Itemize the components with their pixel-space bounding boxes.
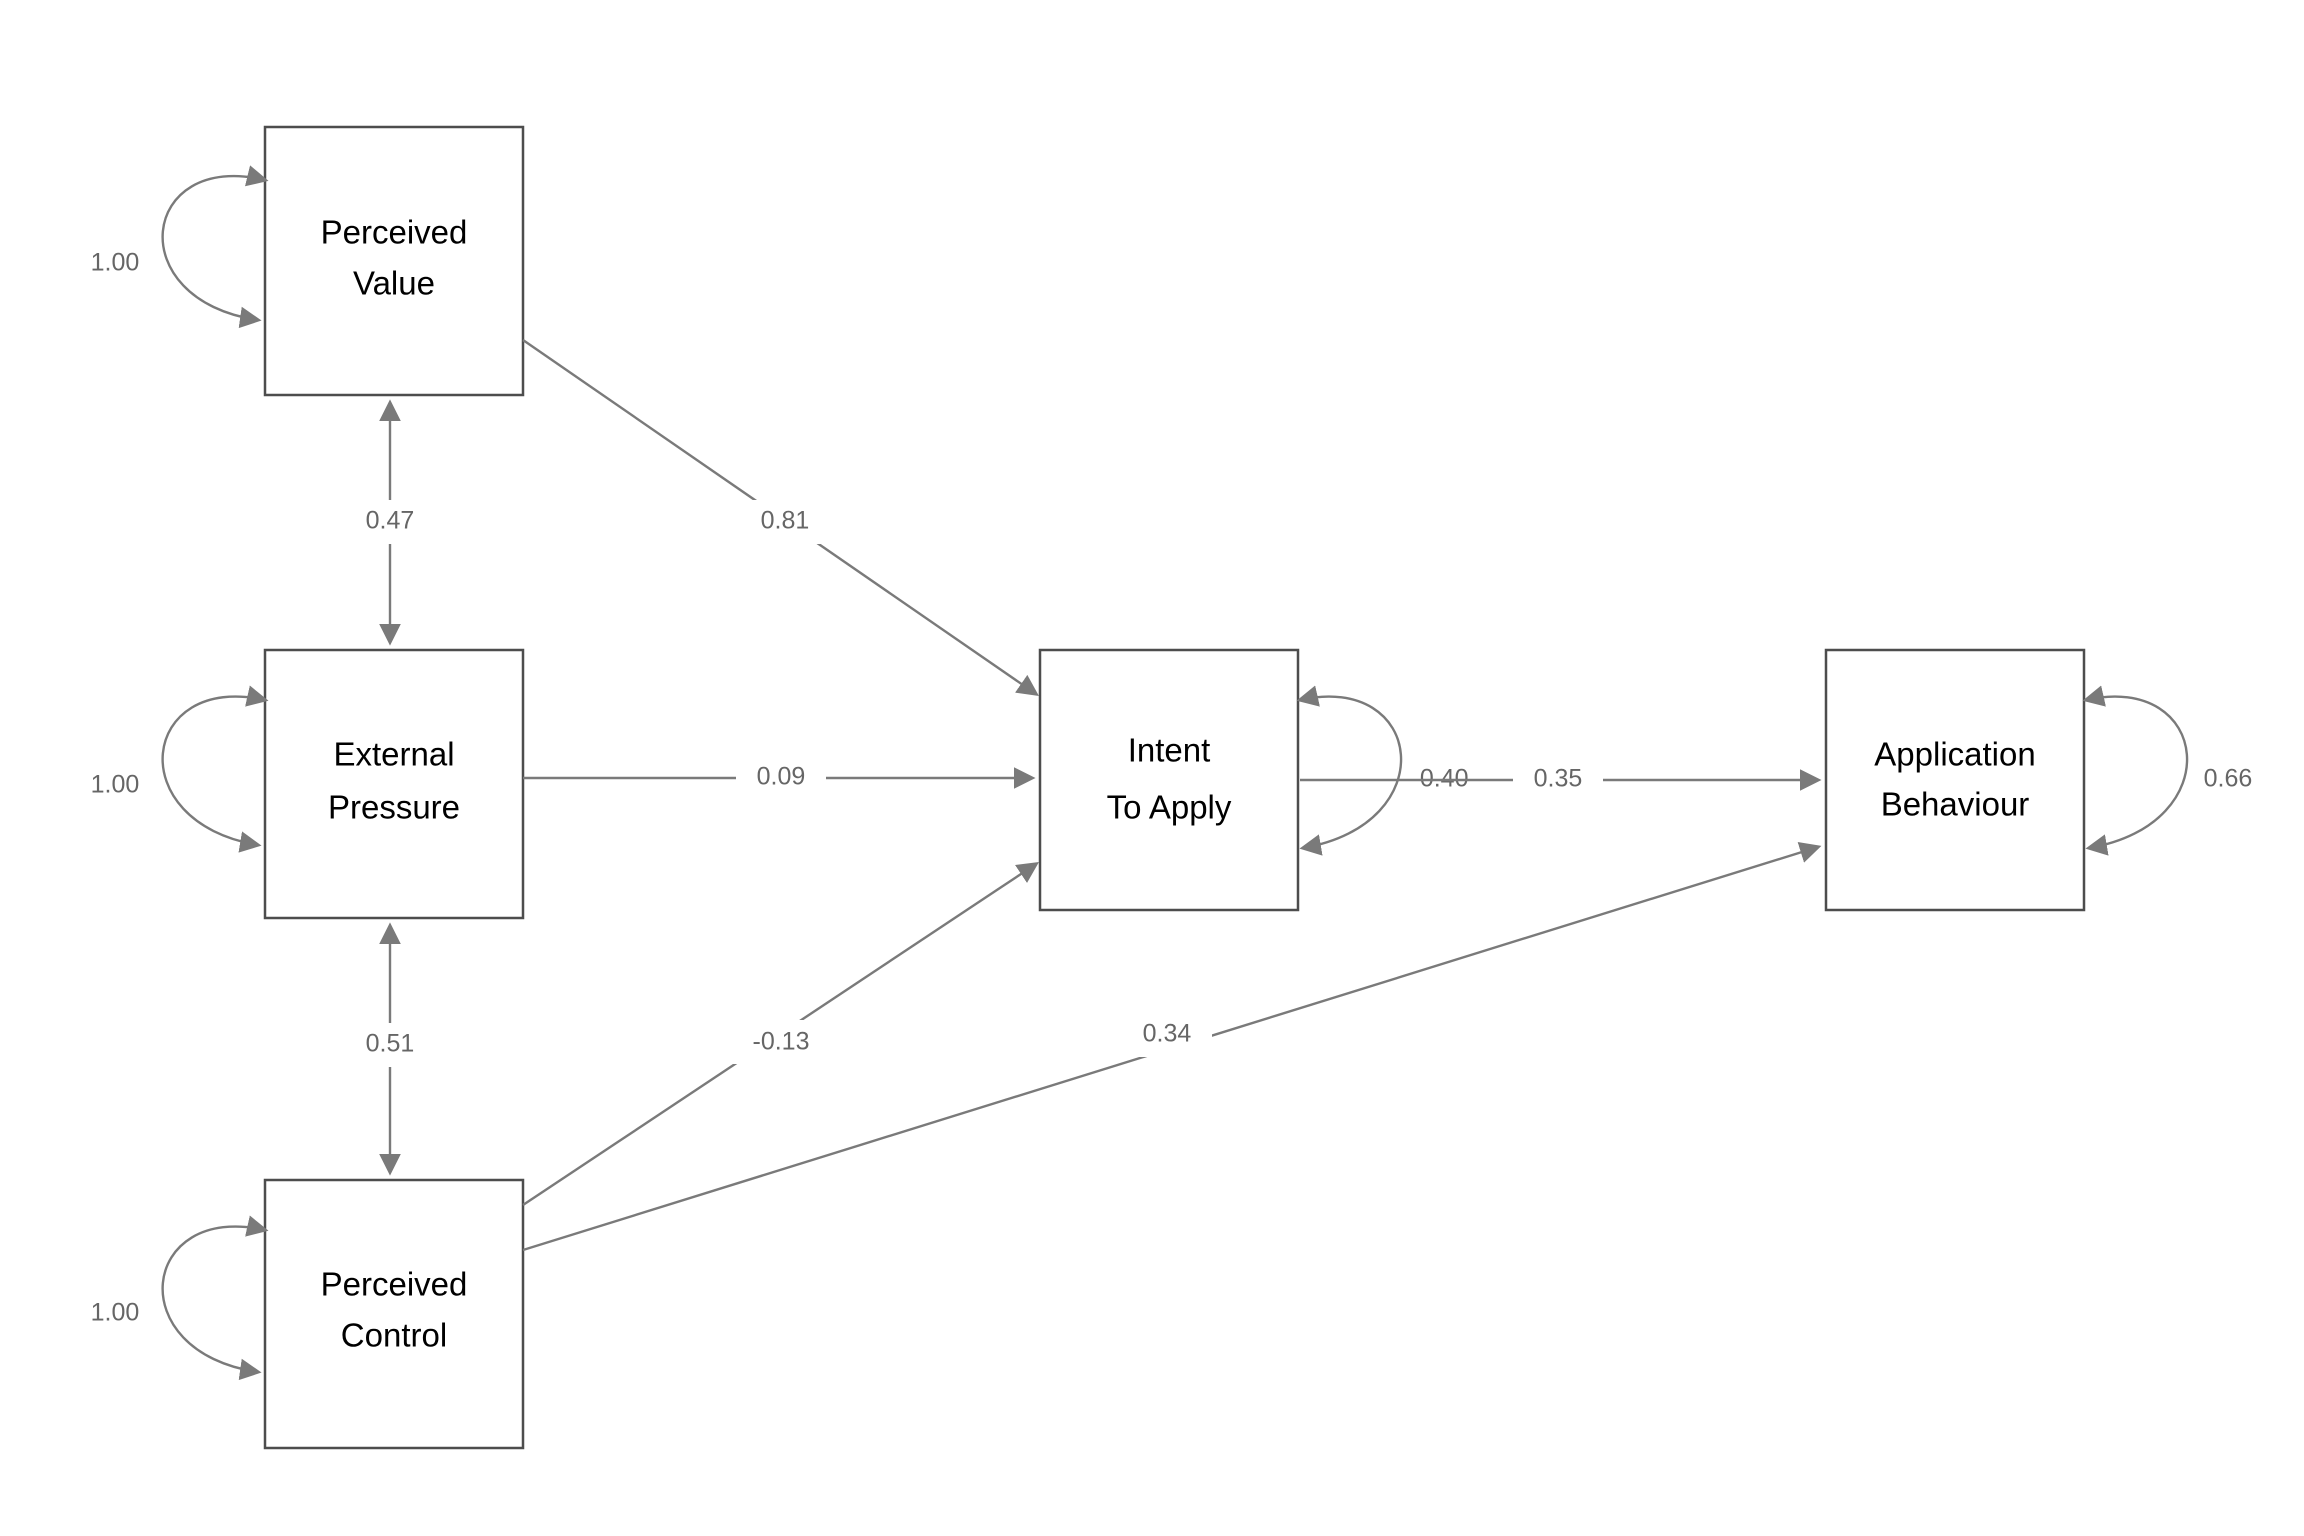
edge-pv-to-intent (523, 340, 1036, 694)
node-label-application-behaviour-line1: Application (1874, 735, 2036, 773)
node-label-intent-to-apply-line2: To Apply (1106, 788, 1232, 826)
self-loop-label-external-pressure: 1.00 (90, 770, 140, 799)
self-loop-path-application-behaviour (2086, 697, 2187, 848)
node-label-external-pressure-line2: Pressure (327, 788, 461, 826)
node-external-pressure[interactable] (265, 650, 523, 918)
self-loop-path-external-pressure (163, 697, 265, 845)
self-loop-label-perceived-value: 1.00 (90, 248, 140, 277)
node-rect-external-pressure (265, 650, 523, 918)
edge-label-pc-to-behaviour: 0.34 (1142, 1019, 1192, 1048)
node-label-perceived-control-line2: Control (340, 1316, 448, 1354)
node-label-external-pressure-line1: External (333, 735, 455, 773)
self-loop-perceived-control (91, 1227, 265, 1372)
edge-pc-to-intent (523, 864, 1036, 1205)
edge-label-ep-to-intent: 0.09 (756, 762, 806, 791)
node-rect-application-behaviour (1826, 650, 2084, 910)
edge-ep-pc-covariance (345, 926, 435, 1172)
edge-label-pv-ep-covariance: 0.47 (365, 506, 415, 535)
edge-label-pv-to-intent: 0.81 (760, 506, 810, 535)
edge-label-intent-to-behaviour: 0.35 (1533, 764, 1583, 793)
self-loop-external-pressure (91, 697, 265, 845)
node-perceived-value[interactable] (265, 127, 523, 395)
self-loop-label-application-behaviour: 0.66 (2203, 764, 2253, 793)
node-rect-perceived-control (265, 1180, 523, 1448)
node-label-perceived-value-line2: Value (353, 264, 435, 302)
node-label-application-behaviour-line2: Behaviour (1880, 785, 2030, 823)
edge-label-ep-pc-covariance: 0.51 (365, 1029, 415, 1058)
edge-pv-ep-covariance (345, 403, 435, 642)
self-loop-label-intent-to-apply: -0.40 (1411, 764, 1469, 793)
self-loop-intent-to-apply (1300, 697, 1468, 848)
node-application-behaviour[interactable] (1826, 650, 2084, 910)
edge-intent-to-behaviour (1300, 758, 1818, 802)
self-loop-application-behaviour (2086, 697, 2252, 848)
node-label-perceived-value-line1: Perceived (320, 213, 468, 251)
self-loop-perceived-value (91, 176, 265, 320)
self-loop-path-perceived-control (163, 1227, 265, 1372)
edge-label-pc-to-intent: -0.13 (752, 1027, 810, 1056)
self-loop-label-perceived-control: 1.00 (90, 1298, 140, 1327)
node-label-perceived-control-line1: Perceived (320, 1265, 468, 1303)
node-label-intent-to-apply-line1: Intent (1127, 731, 1211, 769)
node-perceived-control[interactable] (265, 1180, 523, 1448)
self-loop-path-perceived-value (163, 176, 265, 320)
self-loop-path-intent-to-apply (1300, 697, 1401, 848)
node-rect-intent-to-apply (1040, 650, 1298, 910)
edge-ep-to-intent (523, 756, 1032, 800)
node-intent-to-apply[interactable] (1040, 650, 1298, 910)
node-rect-perceived-value (265, 127, 523, 395)
